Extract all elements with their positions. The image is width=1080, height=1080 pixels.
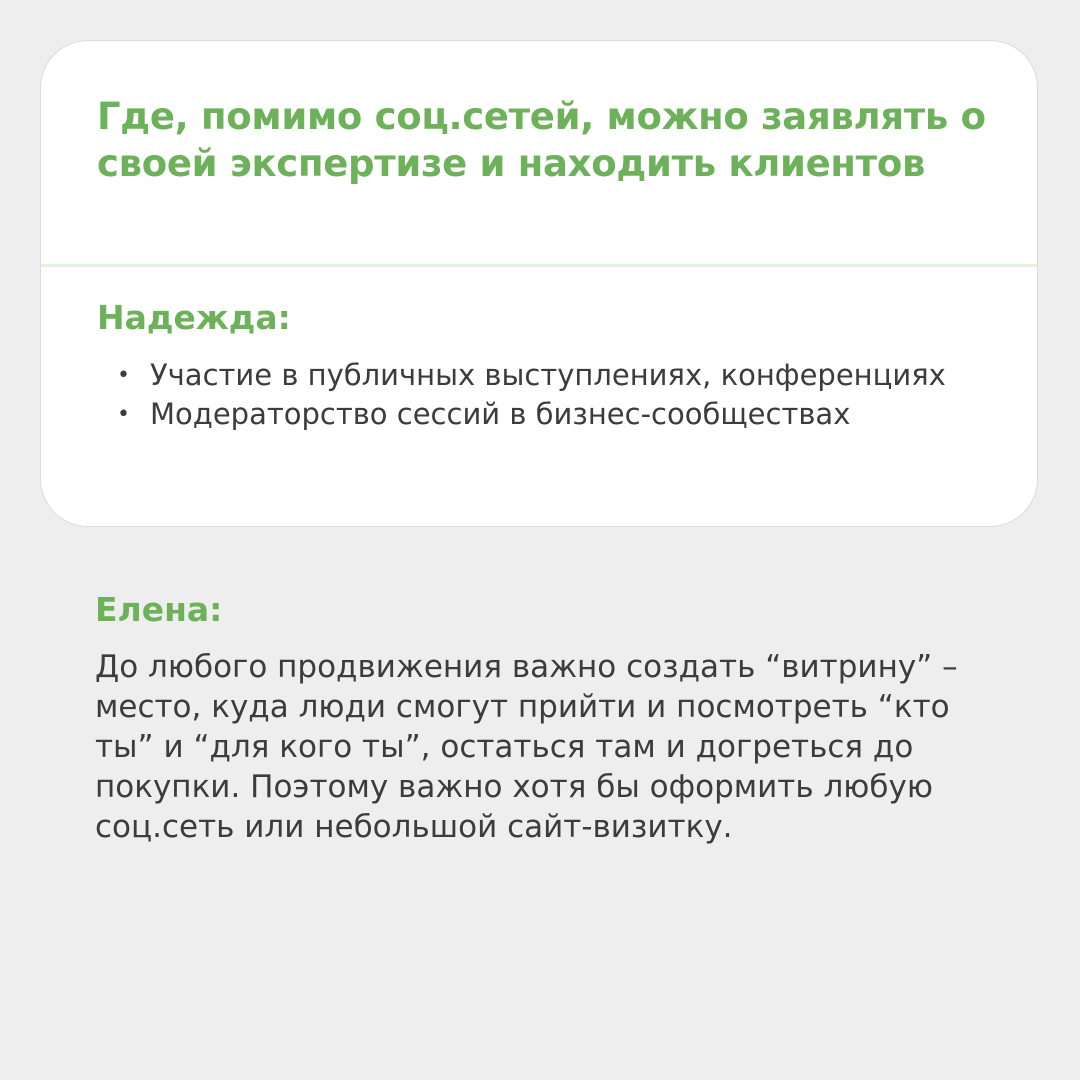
answer-section — [95, 590, 995, 847]
bullet-icon: • — [117, 363, 130, 388]
list-item — [117, 395, 957, 434]
list-item-text: Модераторство сессий в бизнес-сообществах — [150, 397, 851, 431]
bullet-list — [117, 356, 957, 434]
bullet-icon: • — [117, 402, 130, 427]
speaker-name-nadezhda: Надежда: — [97, 298, 291, 337]
list-item — [117, 356, 957, 395]
divider — [41, 264, 1037, 267]
card-title: Где, помимо соц.сетей, можно заявлять о своей экспертизе и находить клиентов — [97, 95, 986, 185]
answer-text: До любого продвижения важно создать “витрину” – место, куда люди смогут прийти и посмотреть “кто ты” и “для кого ты”, остаться там и догреться до покупки. Поэтому важно хотя бы оформить любую соц.сеть или небольшой сайт-визитку. — [95, 649, 958, 845]
list-item-text: Участие в публичных выступлениях, конференциях — [150, 358, 946, 392]
question-card — [40, 40, 1038, 527]
speaker-name-elena: Елена: — [95, 590, 223, 629]
